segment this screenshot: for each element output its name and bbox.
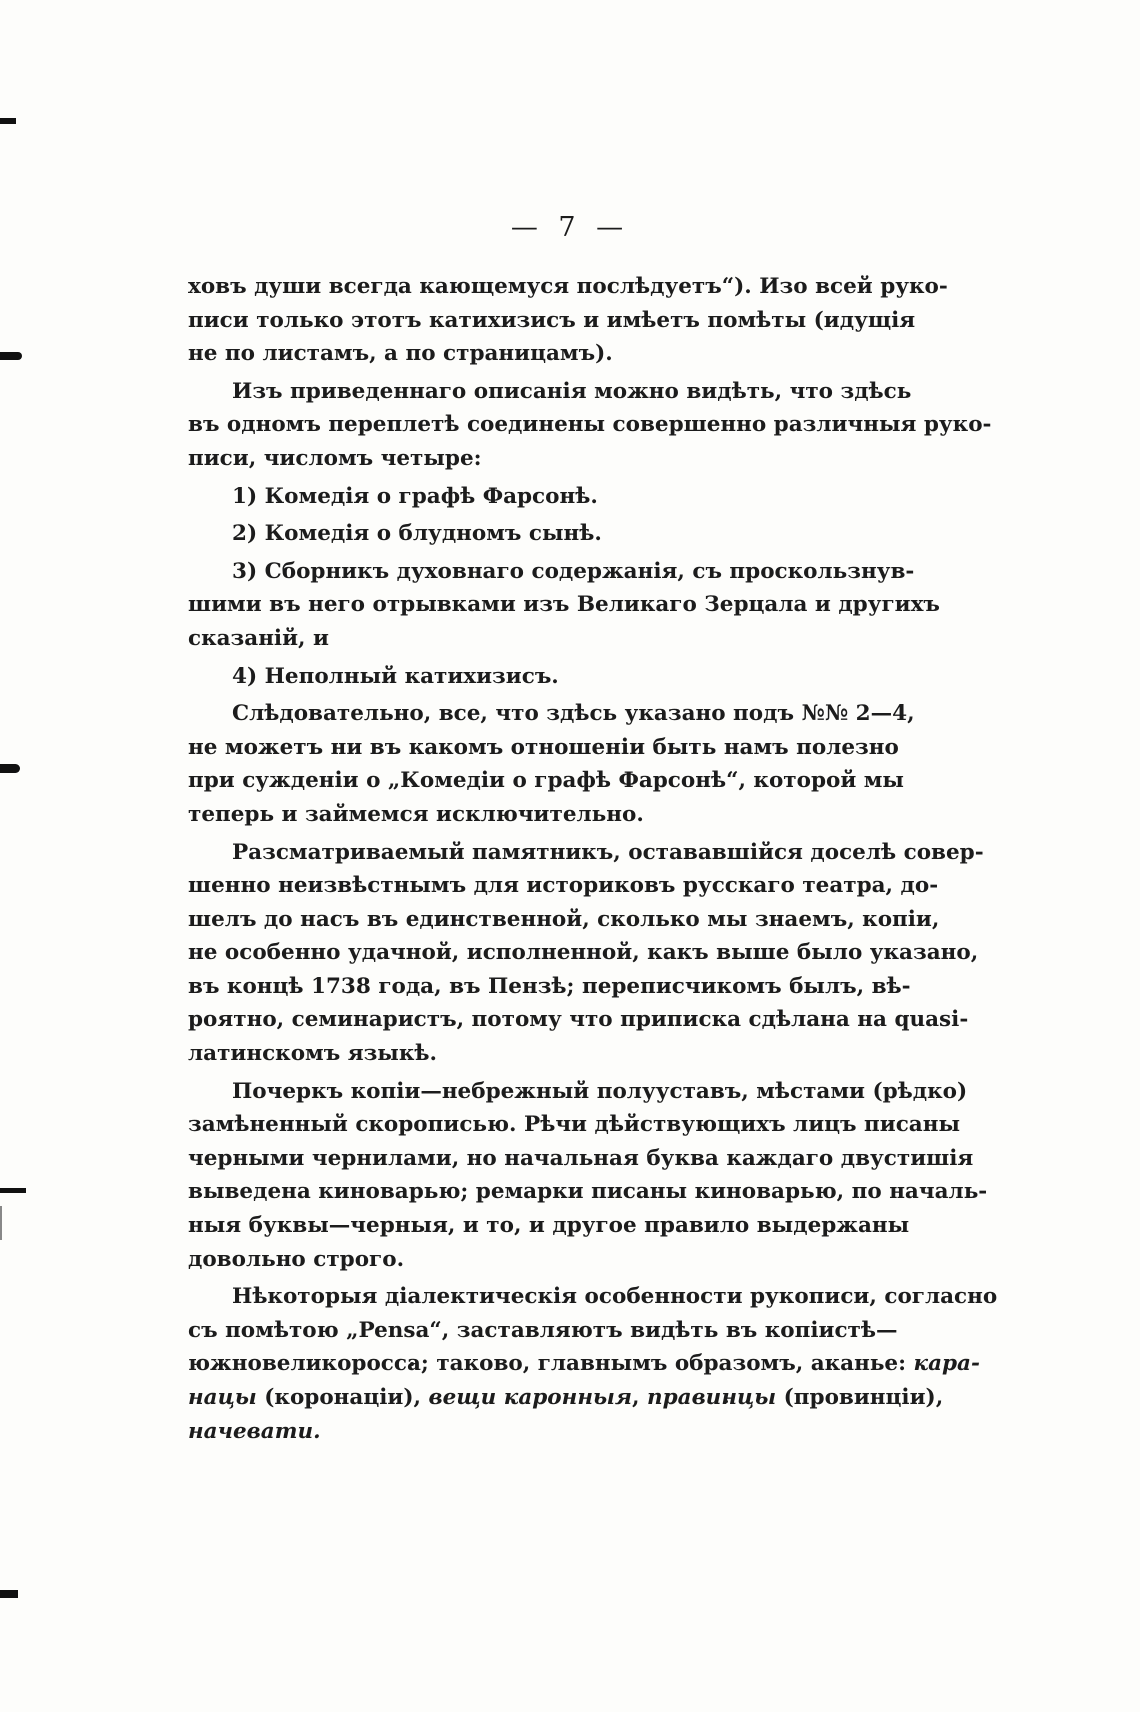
text-line: сказаній, и — [188, 625, 329, 651]
text-line: черными чернилами, но начальная буква каждаго двустишія — [188, 1145, 974, 1171]
italic-word: нацы — [188, 1385, 257, 1410]
italic-word: вещи каронныя — [428, 1385, 632, 1410]
scan-edge-mark — [0, 1188, 26, 1193]
paragraph — [188, 375, 992, 476]
page-number: — 7 — — [510, 212, 630, 243]
paragraph — [188, 1280, 998, 1448]
text-line: 2) Комедія о блудномъ сынѣ. — [232, 521, 602, 547]
text-line: роятно, семинаристъ, потому что приписка сдѣлана на quasi- — [188, 1007, 969, 1033]
scan-edge-mark — [0, 118, 16, 124]
list-item — [188, 555, 940, 656]
text-line: Слѣдовательно, все, что здѣсь указано подъ №№ 2—4, — [232, 701, 915, 727]
list-item — [188, 480, 876, 514]
text-line: не особенно удачной, исполненной, какъ выше было указано, — [188, 940, 979, 966]
list-item — [188, 660, 876, 694]
scan-edge-mark — [0, 1206, 2, 1240]
scan-edge-mark — [0, 1590, 18, 1598]
text-line: шелъ до насъ въ единственной, сколько мы знаемъ, копіи, — [188, 906, 940, 932]
text-line: 1) Комедія о графѣ Фарсонѣ. — [232, 483, 598, 509]
text-line: не по листамъ, а по страницамъ). — [188, 341, 613, 367]
paragraph — [188, 836, 984, 1071]
text-line: 3) Сборникъ духовнаго содержанія, съ проскользнув- — [232, 558, 915, 584]
text-line: шенно неизвѣстнымъ для историковъ русскаго театра, до- — [188, 873, 939, 899]
paragraph — [188, 1075, 988, 1277]
text-span: , — [631, 1385, 647, 1410]
text-line: не можетъ ни въ какомъ отношеніи быть намъ полезно — [188, 734, 899, 760]
text-line: писи, числомъ четыре: — [188, 445, 482, 471]
text-line: латинскомъ языкѣ. — [188, 1041, 437, 1067]
text-line: съ помѣтою „Pensa“, заставляютъ видѣть въ копіистѣ— — [188, 1317, 898, 1343]
italic-word: правинцы — [646, 1385, 777, 1410]
italic-word: начевати. — [188, 1418, 321, 1444]
text-line: въ концѣ 1738 года, въ Пензѣ; переписчикомъ былъ, вѣ- — [188, 973, 911, 999]
text-line — [188, 1347, 980, 1381]
text-line: теперь и займемся исключительно. — [188, 801, 644, 827]
text-span: южновеликоросса; таково, главнымъ образомъ, аканье: — [188, 1351, 907, 1377]
text-line: писи только этотъ катихизисъ и имѣетъ помѣты (идущія — [188, 307, 916, 333]
text-line: Почеркъ копіи—небрежный полууставъ, мѣстами (рѣдко) — [232, 1078, 968, 1104]
text-line: Изъ приведеннаго описанія можно видѣть, что здѣсь — [232, 378, 912, 404]
paragraph — [188, 697, 915, 831]
text-line: выведена киноварью; ремарки писаны киноварью, по началь- — [188, 1179, 988, 1205]
text-line: Разсматриваемый памятникъ, остававшійся доселѣ совер- — [232, 839, 984, 865]
italic-word: кара- — [913, 1351, 980, 1377]
scan-edge-mark — [0, 764, 20, 773]
text-line: шими въ него отрывками изъ Великаго Зерцала и другихъ — [188, 592, 940, 618]
text-line: въ одномъ переплетѣ соединены совершенно различныя руко- — [188, 412, 992, 438]
text-line: Нѣкоторыя діалектическія особенности рукописи, согласно — [232, 1284, 998, 1310]
text-line — [188, 1381, 944, 1415]
list-item — [188, 517, 876, 551]
text-span: (провинціи), — [776, 1385, 944, 1410]
text-line: 4) Неполный катихизисъ. — [232, 663, 559, 689]
body-text — [188, 270, 998, 1448]
paragraph — [188, 270, 948, 371]
text-line: при сужденіи о „Комедіи о графѣ Фарсонѣ“, которой мы — [188, 768, 904, 794]
text-line: ныя буквы—черныя, и то, и другое правило выдержаны — [188, 1213, 910, 1239]
text-line — [188, 1415, 876, 1449]
text-line: довольно строго. — [188, 1246, 405, 1272]
scan-edge-mark — [0, 352, 22, 360]
text-line: ховъ души всегда кающемуся послѣдуетъ“). Изо всей руко- — [188, 274, 948, 299]
text-line: замѣненный скорописью. Рѣчи дѣйствующихъ лицъ писаны — [188, 1112, 961, 1138]
text-span: (коронаціи), — [256, 1385, 429, 1410]
